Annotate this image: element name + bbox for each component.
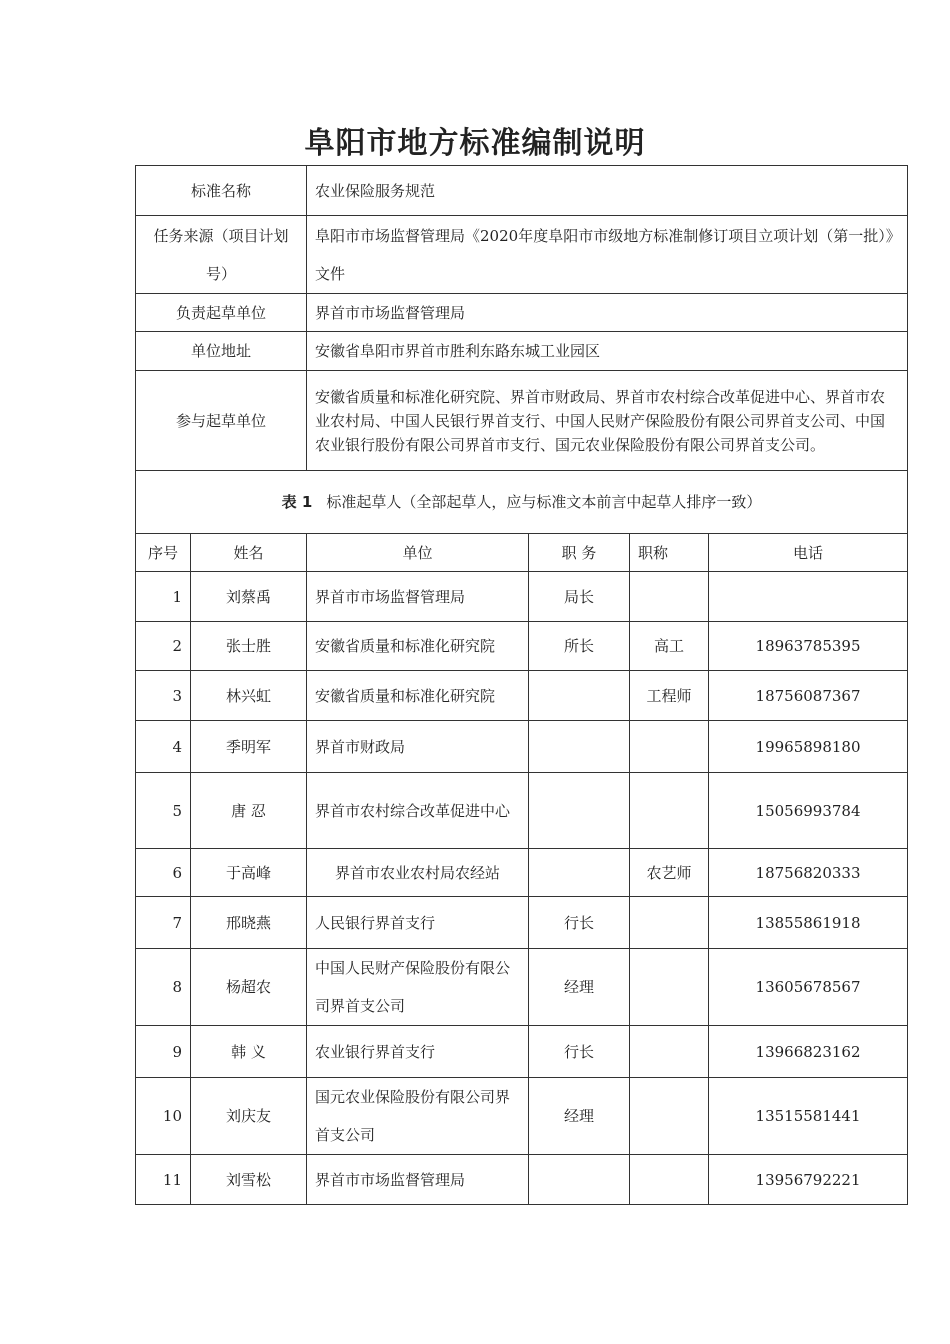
row-name: 于高峰: [191, 849, 307, 897]
table-row: [136, 671, 908, 721]
row-name: 唐 忍: [191, 773, 307, 849]
table-row: [136, 1026, 908, 1078]
row-name: 刘雪松: [191, 1155, 307, 1205]
row-no: 2: [136, 622, 191, 671]
row-post: [529, 1155, 630, 1205]
header-post: 职 务: [529, 534, 630, 572]
row-unit: 界首市财政局: [307, 721, 529, 773]
row-unit: 中国人民财产保险股份有限公司界首支公司: [307, 949, 529, 1026]
row-rank: [630, 721, 709, 773]
row-unit: 安徽省质量和标准化研究院: [307, 622, 529, 671]
table-row: [136, 773, 908, 849]
participants-label: 参与起草单位: [136, 371, 307, 471]
table-row: [136, 572, 908, 622]
task-source-value: 阜阳市市场监督管理局《2020年度阜阳市市级地方标准制修订项目立项计划（第一批）》文件: [307, 216, 908, 294]
row-no: 8: [136, 949, 191, 1026]
task-source-label: 任务来源（项目计划号）: [136, 216, 307, 294]
standard-name-row: [136, 166, 908, 216]
table-caption-number: 表 1: [281, 493, 313, 511]
task-source-row: [136, 216, 908, 294]
drafter-header-row: [136, 534, 908, 572]
row-no: 1: [136, 572, 191, 622]
header-phone: 电话: [709, 534, 908, 572]
row-phone: 13956792221: [709, 1155, 908, 1205]
row-rank: [630, 1026, 709, 1078]
row-no: 4: [136, 721, 191, 773]
header-rank: 职称: [630, 534, 709, 572]
row-unit: 界首市农村综合改革促进中心: [307, 773, 529, 849]
row-no: 9: [136, 1026, 191, 1078]
row-rank: [630, 897, 709, 949]
row-post: 所长: [529, 622, 630, 671]
row-unit: 农业银行界首支行: [307, 1026, 529, 1078]
row-no: 6: [136, 849, 191, 897]
row-post: 局长: [529, 572, 630, 622]
row-post: [529, 849, 630, 897]
row-unit: 安徽省质量和标准化研究院: [307, 671, 529, 721]
row-post: 行长: [529, 897, 630, 949]
row-name: 韩 义: [191, 1026, 307, 1078]
row-post: [529, 773, 630, 849]
table-row: [136, 721, 908, 773]
row-name: 邢晓燕: [191, 897, 307, 949]
row-name: 刘蔡禹: [191, 572, 307, 622]
header-unit: 单位: [307, 534, 529, 572]
row-phone: 15056993784: [709, 773, 908, 849]
row-post: 行长: [529, 1026, 630, 1078]
row-post: [529, 721, 630, 773]
row-rank: 高工: [630, 622, 709, 671]
row-rank: [630, 572, 709, 622]
row-phone: 19965898180: [709, 721, 908, 773]
standard-info-table: [135, 165, 908, 1205]
row-phone: 18756820333: [709, 849, 908, 897]
header-name: 姓名: [191, 534, 307, 572]
table-caption: [136, 471, 908, 534]
page-title: 阜阳市地方标准编制说明: [304, 126, 646, 161]
row-rank: [630, 773, 709, 849]
row-no: 7: [136, 897, 191, 949]
drafting-unit-value: 界首市市场监督管理局: [307, 294, 908, 332]
drafting-unit-label: 负责起草单位: [136, 294, 307, 332]
table-row: [136, 1078, 908, 1155]
row-unit: 界首市市场监督管理局: [307, 572, 529, 622]
row-name: 季明军: [191, 721, 307, 773]
row-no: 3: [136, 671, 191, 721]
row-unit: 界首市市场监督管理局: [307, 1155, 529, 1205]
table-row: [136, 622, 908, 671]
row-rank: [630, 1155, 709, 1205]
participants-value: 安徽省质量和标准化研究院、界首市财政局、界首市农村综合改革促进中心、界首市农业农村局、中国人民银行界首支行、中国人民财产保险股份有限公司界首支公司、中国农业银行股份有限公司界首市支行、国元农业保险股份有限公司界首支公司。: [307, 371, 908, 471]
row-phone: 18963785395: [709, 622, 908, 671]
row-name: 张士胜: [191, 622, 307, 671]
table-row: [136, 949, 908, 1026]
address-row: [136, 332, 908, 371]
participants-row: [136, 371, 908, 471]
row-phone: [709, 572, 908, 622]
table-caption-row: [136, 471, 908, 534]
drafting-unit-row: [136, 294, 908, 332]
row-rank: [630, 1078, 709, 1155]
row-name: 杨超农: [191, 949, 307, 1026]
row-phone: 13605678567: [709, 949, 908, 1026]
table-caption-text: 标准起草人（全部起草人，应与标准文本前言中起草人排序一致）: [326, 493, 762, 511]
row-unit: 界首市农业农村局农经站: [307, 849, 529, 897]
row-rank: 农艺师: [630, 849, 709, 897]
row-phone: 13515581441: [709, 1078, 908, 1155]
row-phone: 13966823162: [709, 1026, 908, 1078]
row-no: 11: [136, 1155, 191, 1205]
address-value: 安徽省阜阳市界首市胜利东路东城工业园区: [307, 332, 908, 371]
row-post: 经理: [529, 1078, 630, 1155]
row-unit: 国元农业保险股份有限公司界首支公司: [307, 1078, 529, 1155]
table-row: [136, 1155, 908, 1205]
row-post: [529, 671, 630, 721]
row-rank: [630, 949, 709, 1026]
row-unit: 人民银行界首支行: [307, 897, 529, 949]
row-phone: 13855861918: [709, 897, 908, 949]
row-name: 刘庆友: [191, 1078, 307, 1155]
row-post: 经理: [529, 949, 630, 1026]
standard-name-value: 农业保险服务规范: [307, 166, 908, 216]
standard-name-label: 标准名称: [136, 166, 307, 216]
table-row: [136, 849, 908, 897]
address-label: 单位地址: [136, 332, 307, 371]
row-phone: 18756087367: [709, 671, 908, 721]
row-no: 10: [136, 1078, 191, 1155]
table-row: [136, 897, 908, 949]
row-name: 林兴虹: [191, 671, 307, 721]
row-no: 5: [136, 773, 191, 849]
row-rank: 工程师: [630, 671, 709, 721]
header-no: 序号: [136, 534, 191, 572]
